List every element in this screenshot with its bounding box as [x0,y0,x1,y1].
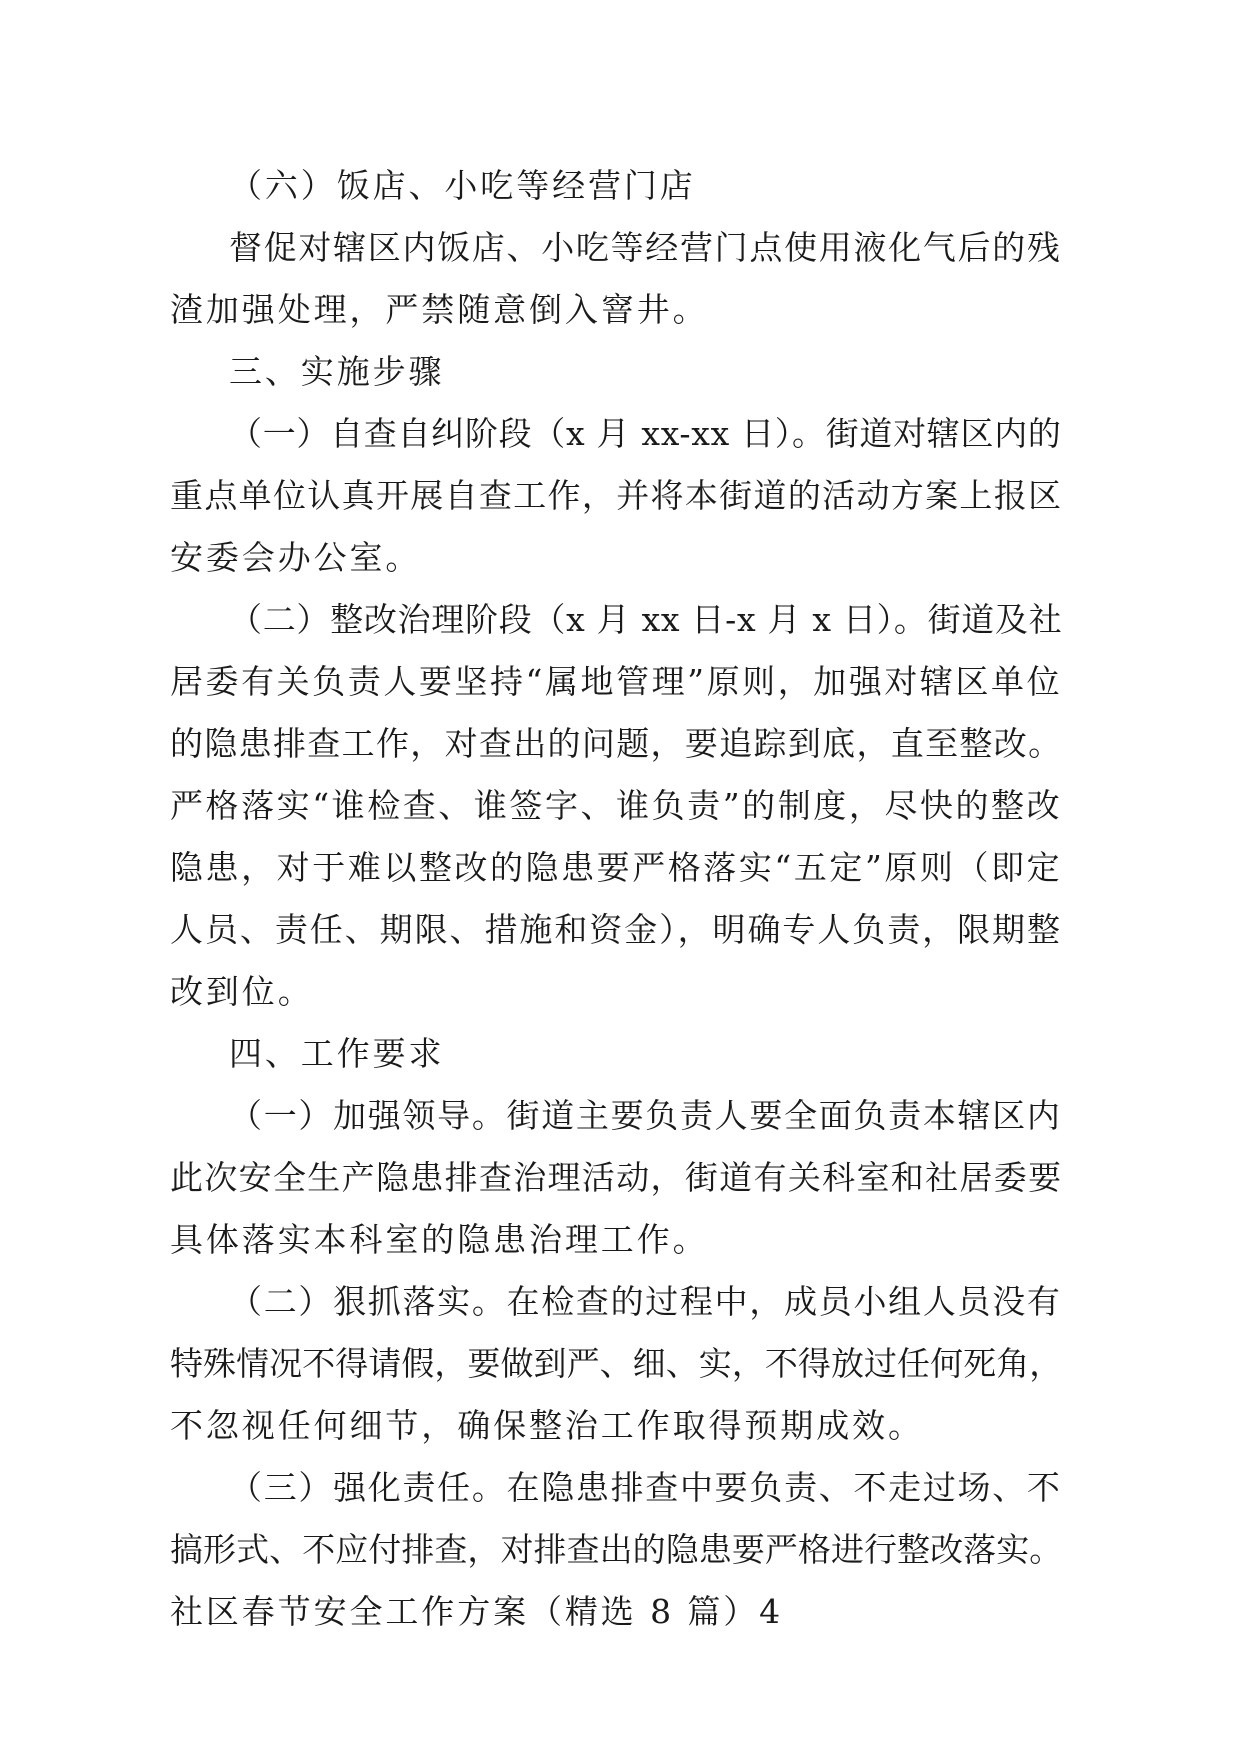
paragraph-line: 改到位。 [170,972,314,1011]
section-heading-requirements: 四、工作要求 [229,1034,445,1073]
paragraph-line: 特殊情况不得请假，要做到严、细、实，不得放过任何死角， [170,1344,1063,1383]
paragraph-line: 安委会办公室。 [170,538,422,577]
paragraph-line: （二）狠抓落实。在检查的过程中，成员小组人员没有 [229,1282,1062,1321]
paragraph-line: （一）自查自纠阶段（x 月 xx-xx 日）。街道对辖区内的 [229,414,1062,453]
subheading-restaurants: （六）饭店、小吃等经营门店 [229,166,696,205]
document-title-line: 社区春节安全工作方案（精选 8 篇）4 [170,1592,784,1631]
paragraph-line: 具体落实本科室的隐患治理工作。 [170,1220,709,1259]
paragraph-line: 此次安全生产隐患排查治理活动，街道有关科室和社居委要 [170,1158,1063,1197]
paragraph-line: （三）强化责任。在隐患排查中要负责、不走过场、不 [229,1468,1062,1507]
paragraph-line: 人员、责任、期限、措施和资金），明确专人负责，限期整 [170,910,1062,949]
paragraph-line: 搞形式、不应付排查，对排查出的隐患要严格进行整改落实。 [170,1530,1063,1569]
paragraph-line: 隐患，对于难以整改的隐患要严格落实“五定”原则（即定 [170,848,1063,887]
paragraph-line: 渣加强处理，严禁随意倒入窨井。 [170,290,709,329]
section-heading-steps: 三、实施步骤 [229,352,445,391]
paragraph-line: 居委有关负责人要坚持“属地管理”原则，加强对辖区单位 [170,662,1063,701]
paragraph-line: （二）整改治理阶段（x 月 xx 日-x 月 x 日）。街道及社 [229,600,1063,639]
paragraph-line: 督促对辖区内饭店、小吃等经营门点使用液化气后的残 [229,228,1062,267]
paragraph-line: 重点单位认真开展自查工作，并将本街道的活动方案上报区 [170,476,1063,515]
paragraph-line: （一）加强领导。街道主要负责人要全面负责本辖区内 [229,1096,1062,1135]
paragraph-line: 的隐患排查工作，对查出的问题，要追踪到底，直至整改。 [170,724,1063,763]
paragraph-line: 不忽视任何细节，确保整治工作取得预期成效。 [170,1406,924,1445]
paragraph-line: 严格落实“谁检查、谁签字、谁负责”的制度，尽快的整改 [170,786,1063,825]
